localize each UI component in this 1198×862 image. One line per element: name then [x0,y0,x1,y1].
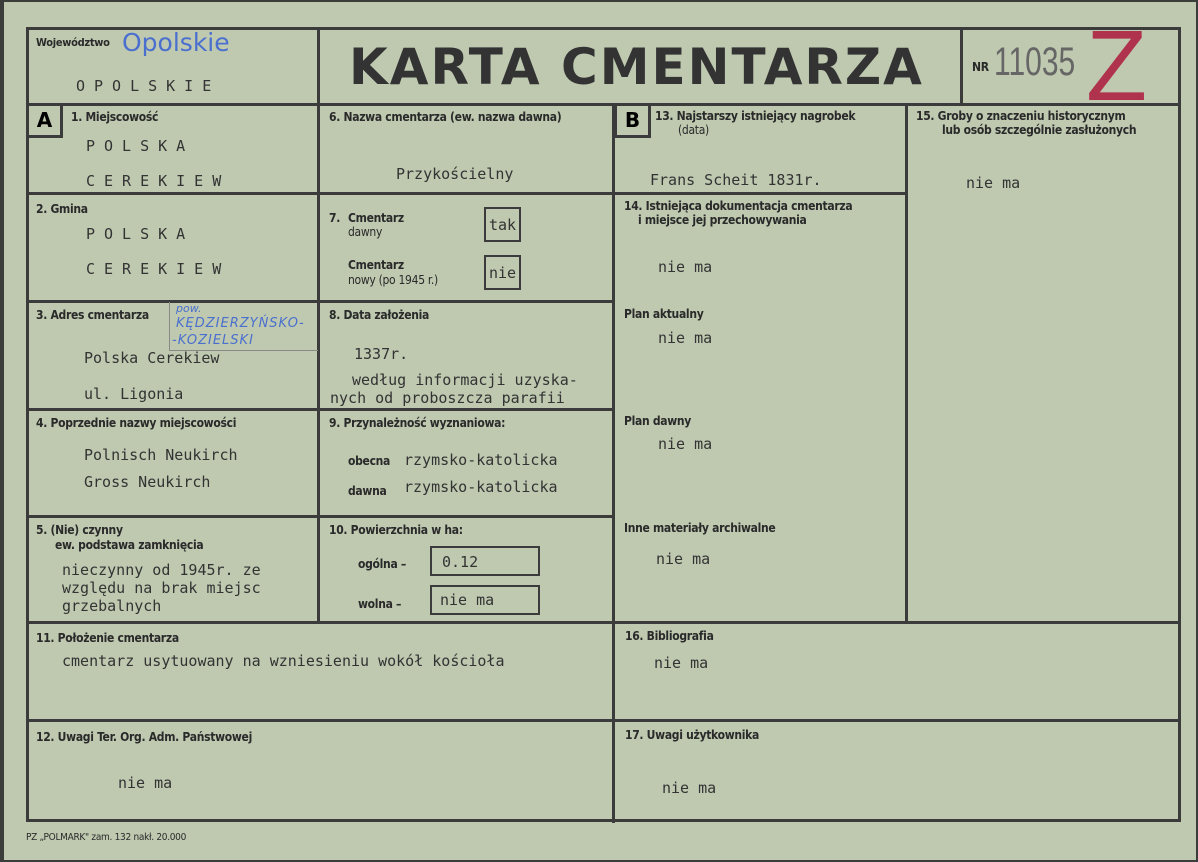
nr-label: NR [972,60,989,74]
field-2-label: 2. Gmina [36,202,88,216]
page-title: KARTA CMENTARZA [349,38,924,96]
oldest-tombstone-value: Frans Scheit 1831r. [650,171,822,189]
field-4-label: 4. Poprzednie nazwy miejscowości [36,416,237,430]
field-9-label: 9. Przynależność wyznaniowa: [329,416,506,430]
divider [26,300,614,303]
field-5-sublabel: ew. podstawa zamknięcia [55,538,204,552]
field-1-label: 1. Miejscowość [71,110,159,124]
field-4-line1: Polnisch Neukirch [84,446,238,464]
field-14-sublabel: i miejsce jej przechowywania [638,213,807,227]
field-3-line2: ul. Ligonia [84,385,184,403]
divider [26,103,1181,106]
old-cemetery-checkbox: tak [484,207,521,242]
card-number: 11035 [994,40,1076,84]
field-6-label: 6. Nazwa cmentarza (ew. nazwa dawna) [329,110,562,124]
field-5-line1: nieczynny od 1945r. ze [62,561,261,579]
field-10-label: 10. Powierzchnia w ha: [329,523,463,537]
field-3-label: 3. Adres cmentarza [36,308,149,322]
section-a-badge: A [26,103,63,138]
field-5-line2: względu na brak miejsc [62,579,261,597]
field-11-label: 11. Położenie cmentarza [36,631,179,645]
divider [26,621,1181,624]
divider [960,27,963,105]
documentation-value: nie ma [658,258,713,276]
field-12-label: 12. Uwagi Ter. Org. Adm. Państwowej [36,730,252,744]
field-6-value: Przykościelny [396,165,514,183]
printer-footer: PZ „POLMARK" zam. 132 nakł. 20.000 [26,832,187,843]
cemetery-card [4,2,1196,860]
field-7-old-sublabel: dawny [348,225,383,239]
field-3-line1: Polska Cerekiew [84,349,220,367]
old-plan-value: nie ma [658,435,713,453]
field-5-line3: grzebalnych [62,597,162,615]
field-8-line1: według informacji uzyska- [352,371,578,389]
historic-graves-value: nie ma [966,174,1021,192]
free-area-value: nie ma [430,585,540,615]
field-13-label: 13. Najstarszy istniejący nagrobek [655,109,856,123]
old-plan-label: Plan dawny [624,414,692,428]
cemetery-location-value: cmentarz usytuowany na wzniesieniu wokół kościoła [62,652,505,670]
current-denomination-label: obecna [348,454,391,468]
free-area-label: wolna – [358,597,402,611]
field-7-old-label: Cmentarz [348,211,404,225]
field-16-label: 16. Bibliografia [625,629,714,643]
current-plan-value: nie ma [658,329,713,347]
field-7-num: 7. [329,211,341,225]
field-15-label: 15. Groby o znaczeniu historycznym [916,109,1126,123]
divider [905,103,908,623]
field-8-line2: nych od proboszcza parafii [330,389,565,407]
category-mark: Z [1086,10,1148,122]
divider [612,103,615,823]
voivodeship-stamp: Opolskie [122,28,230,57]
divider [26,515,614,518]
current-denomination-value: rzymsko-katolicka [404,451,558,469]
user-notes-value: nie ma [662,779,717,797]
divider [26,192,614,195]
other-materials-value: nie ma [656,550,711,568]
bibliography-value: nie ma [654,654,709,672]
field-2-line2: CEREKIEW [86,260,231,278]
section-b-badge: B [614,103,651,138]
current-plan-label: Plan aktualny [624,307,704,321]
founding-year: 1337r. [354,345,409,363]
divider [26,719,1181,722]
handwritten-district-prefix: pow. [176,302,202,315]
handwritten-district-2: -KOZIELSKI [172,333,254,348]
field-2-line1: POLSKA [86,225,195,243]
field-4-line2: Gross Neukirch [84,473,211,491]
field-17-label: 17. Uwagi użytkownika [625,728,760,742]
field-14-label: 14. Istniejąca dokumentacja cmentarza [624,199,853,213]
field-8-label: 8. Data założenia [329,308,429,322]
divider [26,408,614,411]
divider [614,192,907,195]
total-area-value: 0.12 [430,546,540,576]
voivodeship-typed: OPOLSKIE [76,77,221,95]
field-1-line1: POLSKA [86,137,195,155]
former-denomination-label: dawna [348,484,387,498]
field-7-new-label: Cmentarz [348,258,404,272]
field-1-line2: CEREKIEW [86,172,231,190]
former-denomination-value: rzymsko-katolicka [404,478,558,496]
handwritten-district-1: KĘDZIERZYŃSKO- [176,316,305,331]
field-15-sublabel: lub osób szczególnie zasłużonych [942,123,1137,137]
total-area-label: ogólna – [358,557,406,571]
new-cemetery-checkbox: nie [484,255,521,290]
field-13-sublabel: (data) [678,123,709,137]
field-5-label: 5. (Nie) czynny [36,523,123,537]
field-7-new-sublabel: nowy (po 1945 r.) [348,273,438,287]
voivodeship-label: Województwo [36,36,110,49]
admin-notes-value: nie ma [118,774,173,792]
other-materials-label: Inne materiały archiwalne [624,521,776,535]
